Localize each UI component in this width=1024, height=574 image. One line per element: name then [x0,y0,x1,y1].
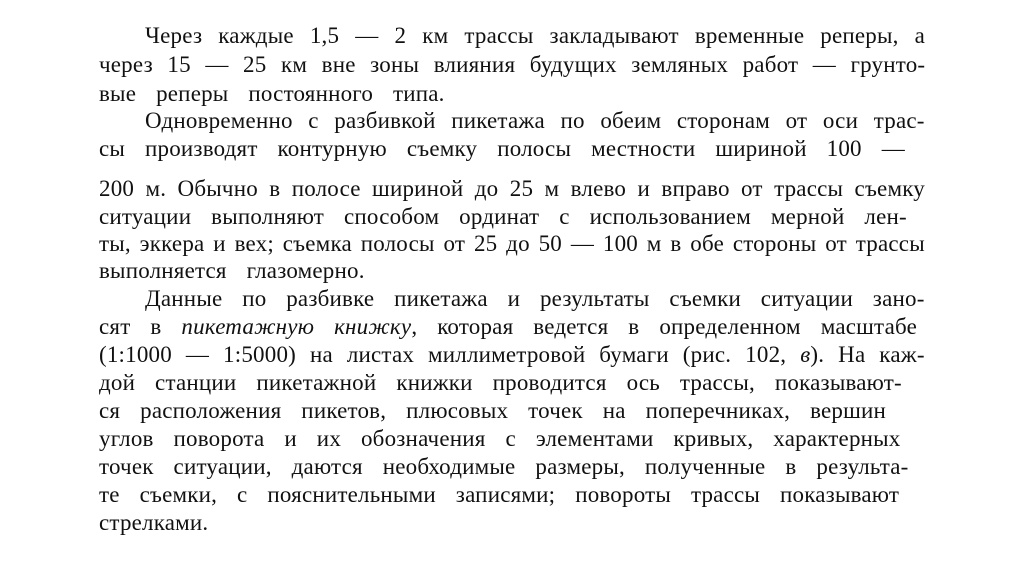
italic-term: пикетажную книжку [181,314,412,339]
text-segment: ). На каж- [810,342,925,367]
text-line: ся расположения пикетов, плюсовых точек на поперечниках, вершин [99,398,887,423]
text-line: Через каждые 1,5 — 2 км трассы закладывают временные реперы, а [145,23,926,48]
text-line [99,314,917,340]
text-line: те съемки, с пояснительными записями; повороты трассы показывают [99,482,900,507]
text-line: Данные по разбивке пикетажа и результаты съемки ситуации зано- [145,286,925,311]
text-line: через 15 — 25 км вне зоны влияния будущих земляных работ — грунто- [99,52,926,77]
text-line: стрелками. [99,510,209,535]
text-line: выполняется глазомерно. [99,258,365,283]
text-line: дой станции пикетажной книжки проводится ось трассы, показывают- [99,370,902,395]
italic-term: в [800,342,811,367]
text-segment: , которая ведется в определенном масштабе [411,314,917,339]
text-line: 200 м. Обычно в полосе шириной до 25 м влево и вправо от трассы съемку [99,176,925,201]
text-segment: сят в [99,314,182,339]
text-line: ты, эккера и вех; съемка полосы от 25 до 50 — 100 м в обе стороны от трассы [99,231,925,256]
text-line: сы производят контурную съемку полосы местности шириной 100 — [99,136,905,161]
text-line: вые реперы постоянного типа. [99,81,445,106]
text-line [99,342,925,368]
text-line: углов поворота и их обозначения с элементами кривых, характерных [99,426,901,451]
text-line: точек ситуации, даются необходимые размеры, полученные в результа- [99,454,909,479]
text-segment: (1:1000 — 1:5000) на листах миллиметровой бумаги (рис. 102, [99,342,801,367]
text-line: ситуации выполняют способом ординат с использованием мерной лен- [99,204,907,229]
text-line: Одновременно с разбивкой пикетажа по обеим сторонам от оси трас- [145,108,925,133]
